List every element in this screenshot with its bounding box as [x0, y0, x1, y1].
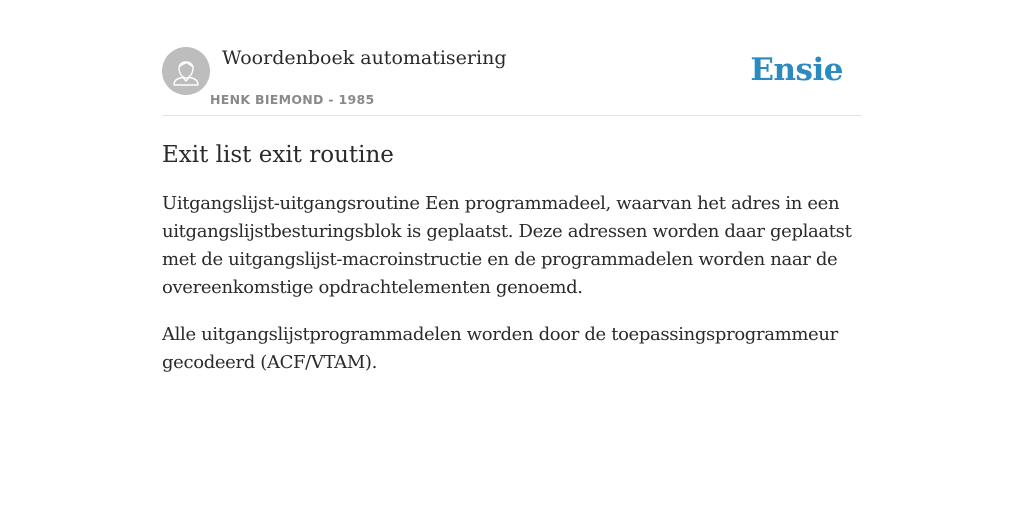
- source-author-year: HENK BIEMOND - 1985: [210, 92, 375, 107]
- entry-body: [162, 190, 862, 377]
- source-title[interactable]: Woordenboek automatisering: [222, 47, 507, 69]
- entry-card: [162, 0, 862, 377]
- entry-title: Exit list exit routine: [162, 142, 394, 168]
- source-header: [162, 0, 862, 116]
- entry-paragraph: Uitgangslijst-uitgangsroutine Een programmadeel, waarvan het adres in een uitgangslijstbesturingsblok is geplaatst. Deze adressen worden daar geplaatst met de uitgangslijst-macroinstructie en de programmadelen worden naar de overeenkomstige opdrachtelementen genoemd.: [162, 193, 852, 298]
- entry-paragraph: Alle uitgangslijstprogrammadelen worden door de toepassingsprogrammeur gecodeerd (ACF/VTAM).: [162, 324, 838, 373]
- brand-logo[interactable]: Ensie: [750, 52, 843, 88]
- user-silhouette-icon: [162, 47, 210, 95]
- author-avatar[interactable]: [162, 47, 210, 95]
